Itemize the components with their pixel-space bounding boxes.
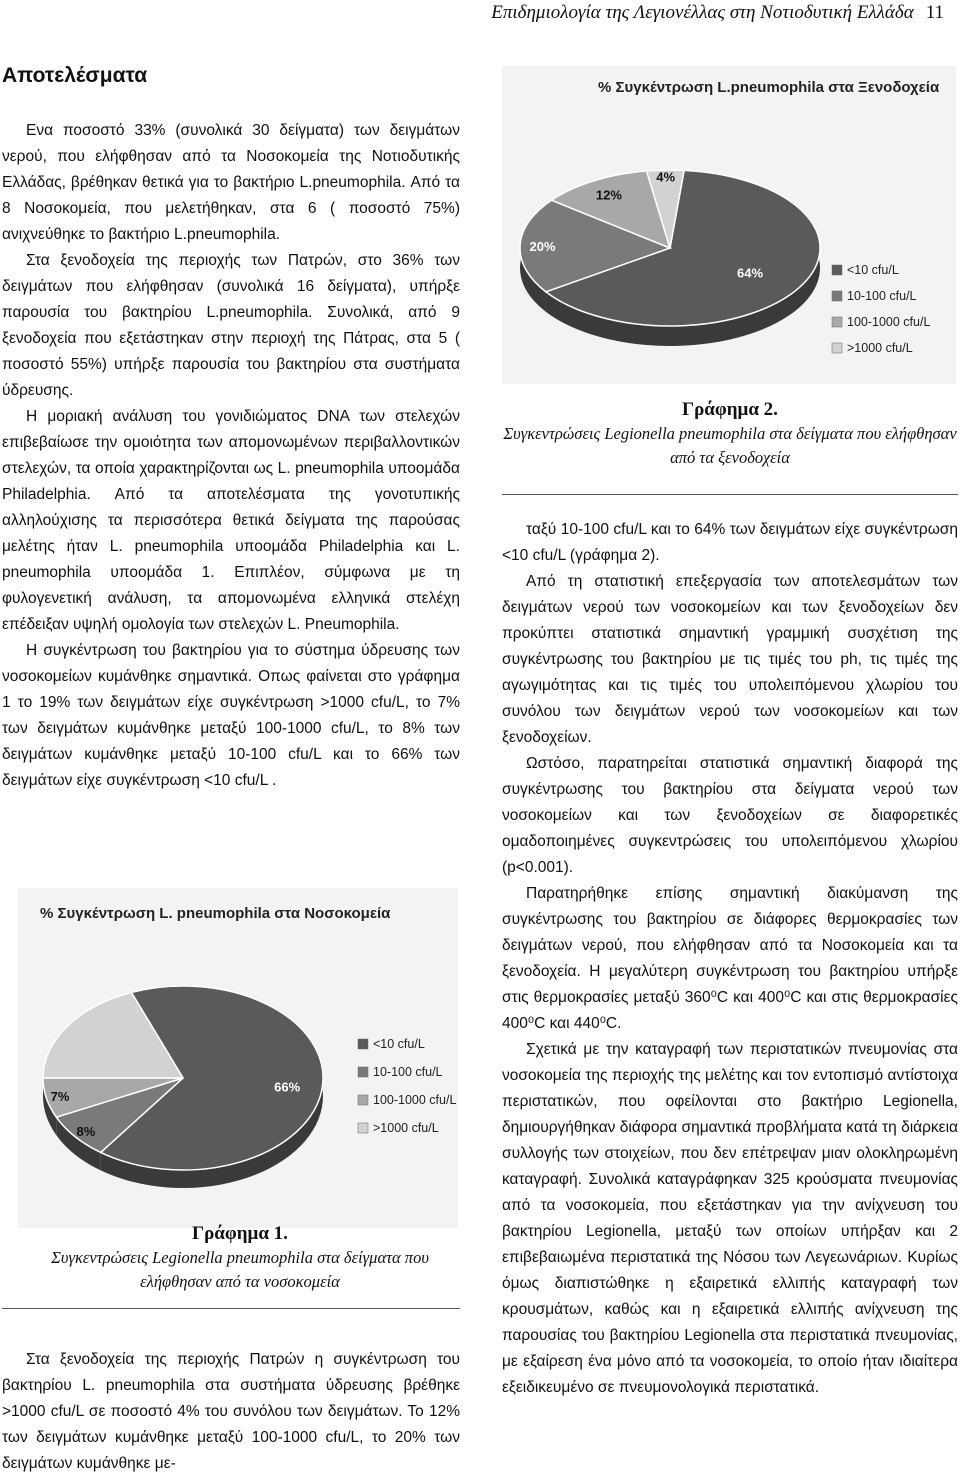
pie-data-label: 20% xyxy=(529,238,556,254)
legend-swatch xyxy=(832,317,842,327)
legend-swatch xyxy=(832,291,842,301)
running-header xyxy=(44,0,944,26)
pie-data-label: 66% xyxy=(274,1079,301,1095)
paragraph: Η μοριακή ανάλυση του γονιδιώματος DNA των στελεχών επιβεβαίωσε την ομοιότητα των απομονωμένων περιβαλλοντικών στελεχών, τα οποία χαρακτηρίζονται ως L. pneumophila υποομάδα Philadelphia. Από τα αποτελέσματα της γονοτυπικής αλληλούχισης τα περισσότερα θετικά δείγματα της παρούσας μελέτης ήταν L. pneumophila υποομάδα Philadelphia και L. pneumophila υποομάδα 1. Επιπλέον, σύμφωνα με τη φυλογενετική ανάλυση, τα απομονωμένα ελληνικά στελέχη επέδειξαν υψηλή ομολογία των στελεχών L. Pneumophila. xyxy=(2,408,460,633)
page-number: 11 xyxy=(925,2,944,23)
caption-chart-1 xyxy=(20,1222,460,1294)
legend-label: >1000 cfu/L xyxy=(847,341,913,355)
legend-label: >1000 cfu/L xyxy=(373,1121,439,1135)
legend-swatch xyxy=(358,1123,368,1133)
paragraph: Ενα ποσοστό 33% (συνολικά 30 δείγματα) των δειγμάτων νερού, που ελήφθησαν από τα Νοσοκομεία της Νοτιοδυτικής Ελλάδας, βρέθηκαν θετικά για το βακτήριο L.pneumophila. Από τα 8 Νοσοκομεία, που μελετήθηκαν, στα 6 ( ποσοστό 75%) ανιχνεύθηκε το βακτήριο L.pneumophila. xyxy=(2,122,460,243)
chart-hospitals-svg xyxy=(18,888,458,1228)
legend-swatch xyxy=(358,1039,368,1049)
chart-title: % Συγκέντρωση L.pneumophila στα Ξενοδοχεία xyxy=(598,79,940,96)
caption-title: Γράφημα 2. xyxy=(682,399,778,420)
paragraph: Στα ξενοδοχεία της περιοχής Πατρών η συγκέντρωση του βακτηρίου L. pneumophila στα συστήματα ύδρευσης βρέθηκε >1000 cfu/L σε ποσοστό 4% του συνόλου των δειγμάτων. Το 12% των δειγμάτων κυμάνθηκε μεταξύ 100-1000 cfu/L, το 20% των δειγμάτων κυμάνθηκε με- xyxy=(2,1351,460,1472)
paragraph: Από τη στατιστική επεξεργασία των αποτελεσμάτων των δειγμάτων νερού των νοσοκομείων και των ξενοδοχείων δεν προκύπτει στατιστικά σημαντική γραμμική συσχέτιση της συγκέντρωσης του βακτηρίου με τις τιμές του ph, τις τιμές της αγωγιμότητας και τις τιμές του υπολειπόμενου χλωρίου του συνόλου των δειγμάτων νερού των νοσοκομείων και των ξενοδοχείων. xyxy=(502,573,958,746)
legend-label: <10 cfu/L xyxy=(847,263,899,277)
legend-label: 10-100 cfu/L xyxy=(373,1065,443,1079)
pie-data-label: 64% xyxy=(737,265,764,281)
section-title: Αποτελέσματα xyxy=(2,64,148,87)
left-column xyxy=(2,118,460,794)
paragraph: Ωστόσο, παρατηρείται στατιστικά σημαντική διαφορά της συγκέντρωσης του βακτηρίου στα δείγματα νερού των νοσοκομείων και των ξενοδοχείων σε διαφορετικές ομαδοποιημένες συγκεντρώσεις του υπολειπόμενου χλωρίου (p<0.001). xyxy=(502,755,958,876)
legend-swatch xyxy=(358,1067,368,1077)
paragraph: Η συγκέντρωση του βακτηρίου για το σύστημα ύδρευσης των νοσοκομείων κυμάνθηκε σημαντικά. Οπως φαίνεται στο γράφημα 1 το 19% των δειγμάτων είχε συγκέντρωση >1000 cfu/L, το 7% των δειγμάτων κυμάνθηκε μεταξύ 100-1000 cfu/L, το 8% των δειγμάτων κυμάνθηκε μεταξύ 10-100 cfu/L και το 66% των δειγμάτων είχε συγκέντρωση <10 cfu/L . xyxy=(2,642,460,789)
chart-hospitals xyxy=(18,888,458,1228)
paragraph: Στα ξενοδοχεία της περιοχής των Πατρών, στο 36% των δειγμάτων που ελήφθησαν (συνολικά 16 δείγματα), υπήρξε παρουσία του βακτηρίου L.pneumophila. Συνολικά, από 9 ξενοδοχεία που εξετάστηκαν στην περιοχή της Πάτρας, στα 5 ( ποσοστό 55%) υπήρξε παρουσία του βακτηρίου στα συστήματα ύδρευσης. xyxy=(2,252,460,399)
pie-data-label: 12% xyxy=(595,187,622,203)
divider-rule xyxy=(2,1308,460,1309)
paragraph: Παρατηρήθηκε επίσης σημαντική διακύμανση της συγκέντρωσης του βακτηρίου σε διάφορες θερμοκρασίες των δειγμάτων νερού, που ελήφθησαν από τα Νοσοκομεία και τα ξενοδοχεία. Η μεγαλύτερη συγκέντρωση του βακτηρίου υπήρξε στις θερμοκρασίες μεταξύ 360⁰C και 400⁰C και στις θερμοκρασίες 400⁰C και 440⁰C. xyxy=(502,885,958,1032)
left-lower-text xyxy=(2,1347,460,1477)
pie-data-label: 8% xyxy=(76,1123,96,1139)
paragraph: Σχετικά με την καταγραφή των περιστατικών πνευμονίας στα νοσοκομεία της περιοχής της μελέτης και τον εντοπισμό αντίστοιχα περιστατικών, που οφείλονται στο βακτήριο Legionella, δημιουργήθηκαν διάφορα σημαντικά προβλήματα κατά τη διάρκεια συλλογής των στοιχείων, που δεν επέτρεψαν μιαν ολοκληρωμένη καταγραφή. Συνολικά καταγράφηκαν 325 κρούσματα πνευμονίας από τα νοσοκομεία, που εξετάστηκαν για την ανίχνευση του βακτηρίου Legionella, μεταξύ των οποίων υπήρξαν και 2 επιβεβαιωμένα περιστατικά της Νόσου των Λεγεωνάριων. Κυρίως όμως διαπιστώθηκε η εξαιρετικά ελλιπής καταγραφή των κρουσμάτων, καθώς και η εξαιρετικά ελλιπής ανίχνευση της παρουσίας του βακτηρίου Legionella στα περιστατικά πνευμονίας, με εξαίρεση ένα μόνο από τα νοσοκομεία, το οποίο ήταν ιδιαίτερα εξειδικευμένο σε πνευμονολογικά περιστατικά. xyxy=(502,1041,958,1396)
right-column xyxy=(502,517,958,1401)
legend-label: 100-1000 cfu/L xyxy=(373,1093,457,1107)
legend-swatch xyxy=(832,343,842,353)
caption-text: Συγκεντρώσεις Legionella pneumophila στα δείγματα που ελήφθησαν από τα νοσοκομεία xyxy=(51,1248,429,1291)
legend-label: 100-1000 cfu/L xyxy=(847,315,931,329)
divider-rule xyxy=(502,494,958,495)
running-title: Επιδημιολογία της Λεγιονέλλας στη Νοτιοδυτική Ελλάδα xyxy=(491,2,914,23)
chart-title: % Συγκέντρωση L. pneumophila στα Νοσοκομεία xyxy=(40,905,391,922)
chart-hotels-svg xyxy=(502,66,956,384)
pie-data-label: 7% xyxy=(50,1089,70,1105)
chart-hotels xyxy=(502,66,956,384)
caption-chart-2 xyxy=(502,398,958,470)
paragraph: ταξύ 10-100 cfu/L και το 64% των δειγμάτων είχε συγκέντρωση <10 cfu/L (γράφημα 2). xyxy=(502,521,958,564)
legend-label: <10 cfu/L xyxy=(373,1037,425,1051)
pie-data-label: 4% xyxy=(656,169,676,185)
legend-label: 10-100 cfu/L xyxy=(847,289,917,303)
caption-text: Συγκεντρώσεις Legionella pneumophila στα δείγματα που ελήφθησαν από τα ξενοδοχεία xyxy=(503,424,957,467)
legend-swatch xyxy=(358,1095,368,1105)
caption-title: Γράφημα 1. xyxy=(192,1223,288,1244)
legend-swatch xyxy=(832,265,842,275)
